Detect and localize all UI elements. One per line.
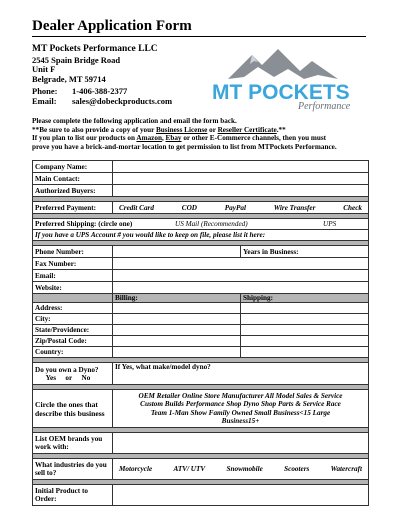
dyno-yes-no — [35, 374, 95, 382]
billing-zip-field[interactable] — [113, 336, 241, 347]
website-field[interactable] — [113, 282, 369, 294]
years-in-business-label: Years in Business: — [243, 247, 299, 256]
main-contact-field[interactable] — [113, 173, 369, 185]
industries-label: What industries do you sell to? — [33, 459, 113, 480]
instructions-line-4: prove you have a brick-and-mortar location to get permission to list from MTPockets Performance. — [32, 142, 337, 151]
company-address-2: Unit F — [32, 64, 56, 75]
phone-label: Phone: — [32, 86, 58, 97]
initial-product-label: Initial Product to Order: — [33, 485, 113, 506]
initial-product-field[interactable] — [113, 485, 369, 506]
oem-brands-label: List OEM brands you work with: — [33, 433, 113, 454]
business-options — [113, 390, 369, 428]
amazon-link: Amazon — [136, 134, 162, 143]
email-label: Email: — [33, 270, 113, 282]
company-email: sales@dobeckproducts.com — [72, 95, 173, 106]
shipping-state-field[interactable] — [241, 325, 369, 336]
business-options-line-2[interactable]: Custom Builds Performance Shop Dyno Shop Parts & Service Race — [140, 400, 341, 409]
preferred-shipping-row — [33, 219, 369, 230]
company-info — [32, 45, 172, 107]
website-label: Website: — [33, 282, 113, 294]
reseller-certificate-link: Reseller Certificate — [217, 125, 277, 134]
authorized-buyers-field[interactable] — [113, 185, 369, 197]
country-label: Country: — [33, 347, 113, 358]
instructions-text: If you plan to list our products on — [32, 134, 137, 143]
industry-motorcycle[interactable]: Motorcycle — [119, 465, 153, 473]
shipping-country-field[interactable] — [241, 347, 369, 358]
main-contact-label: Main Contact: — [33, 173, 113, 185]
dyno-question-cell — [33, 363, 113, 385]
instructions-text: , — [161, 134, 166, 143]
payment-options — [113, 202, 369, 214]
company-name-field[interactable] — [113, 161, 369, 173]
dyno-model-label: If Yes, what make/model dyno? — [115, 363, 211, 371]
payment-credit-card[interactable]: Credit Card — [119, 203, 154, 212]
instructions-text: or other E-Commerce channels, then you must — [181, 134, 327, 143]
title-underline — [32, 36, 366, 37]
dyno-question: Do you own a Dyno? — [35, 365, 99, 374]
industry-options — [113, 459, 369, 480]
logo-script: Performance — [298, 101, 351, 112]
fax-number-field[interactable] — [113, 258, 369, 270]
address-label: Address: — [33, 303, 113, 314]
dyno-or: or — [65, 373, 73, 382]
company-address-1: 2545 Spain Bridge Road — [32, 54, 121, 65]
shipping-header: Shipping: — [241, 294, 369, 303]
instructions-line-3 — [32, 134, 372, 143]
preferred-payment-label: Preferred Payment: — [33, 202, 113, 214]
billing-country-field[interactable] — [113, 347, 241, 358]
shipping-address-field[interactable] — [241, 303, 369, 314]
preferred-shipping-label: Preferred Shipping: (circle one) — [35, 220, 133, 228]
payment-cod[interactable]: COD — [181, 203, 197, 212]
shipping-zip-field[interactable] — [241, 336, 369, 347]
instructions-text: or — [207, 125, 218, 134]
business-options-line-4[interactable]: Business15+ — [221, 416, 260, 425]
mt-pockets-logo — [208, 45, 358, 113]
billing-header: Billing: — [113, 294, 241, 303]
payment-wire-transfer[interactable]: Wire Transfer — [273, 203, 316, 212]
company-name: MT Pockets Performance LLC — [32, 44, 158, 54]
dyno-yes-option[interactable]: Yes — [45, 373, 57, 382]
billing-address-field[interactable] — [113, 303, 241, 314]
industry-watercraft[interactable]: Watercraft — [330, 465, 362, 473]
phone-number-field[interactable] — [113, 246, 241, 258]
email-label: Email: — [32, 95, 57, 106]
address-header-blank — [33, 294, 113, 303]
dealer-form-table — [32, 160, 369, 506]
phone-number-label: Phone Number: — [33, 246, 113, 258]
industry-scooters[interactable]: Scooters — [284, 465, 310, 473]
fax-number-label: Fax Number: — [33, 258, 113, 270]
company-phone: 1-406-388-2377 — [72, 86, 128, 97]
email-field[interactable] — [113, 270, 369, 282]
industry-snowmobile[interactable]: Snowmobile — [226, 465, 263, 473]
payment-paypal[interactable]: PayPal — [224, 203, 246, 212]
company-address-3: Belgrade, MT 59714 — [32, 73, 106, 84]
years-in-business-field[interactable] — [241, 246, 369, 258]
billing-state-field[interactable] — [113, 325, 241, 336]
business-options-line-3[interactable]: Team 1-Man Show Family Owned Small Business<15 Large — [150, 408, 331, 417]
authorized-buyers-label: Authorized Buyers: — [33, 185, 113, 197]
shipping-ups-option[interactable]: UPS — [323, 220, 337, 228]
payment-check[interactable]: Check — [343, 203, 362, 212]
instructions-text: .** — [276, 125, 286, 134]
company-name-label: Company Name: — [33, 161, 113, 173]
circle-business-label: Circle the ones that describe this business — [33, 390, 113, 428]
page-title: Dealer Application Form — [32, 18, 192, 34]
industry-atv-utv[interactable]: ATV/ UTV — [173, 465, 206, 473]
instructions-text: **Be sure to also provide a copy of your — [32, 125, 156, 134]
billing-city-field[interactable] — [113, 314, 241, 325]
zip-label: Zip/Postal Code: — [33, 336, 113, 347]
ebay-link: Ebay — [165, 134, 182, 143]
instructions-line-2 — [32, 126, 372, 135]
oem-brands-field[interactable] — [113, 433, 369, 454]
ups-account-prompt[interactable]: If you have a UPS Account # you would like to keep on file, please list it here: — [33, 230, 369, 241]
instructions-line-1: Please complete the following application and email the form back. — [32, 117, 237, 125]
shipping-usps-option[interactable]: US Mail (Recommended) — [175, 220, 248, 228]
city-label: City: — [33, 314, 113, 325]
state-label: State/Providence: — [33, 325, 113, 336]
company-email-row — [32, 97, 172, 107]
business-options-line-1[interactable]: OEM Retailer Online Store Manufacturer All Model Sales & Service — [138, 391, 343, 400]
logo-mountain — [228, 49, 338, 79]
dyno-model-field[interactable] — [113, 363, 369, 385]
shipping-city-field[interactable] — [241, 314, 369, 325]
instructions — [32, 117, 372, 151]
logo-text: MT POCKETS — [212, 81, 350, 104]
business-license-link: Business License — [156, 125, 208, 134]
dyno-no-option[interactable]: No — [81, 373, 91, 382]
